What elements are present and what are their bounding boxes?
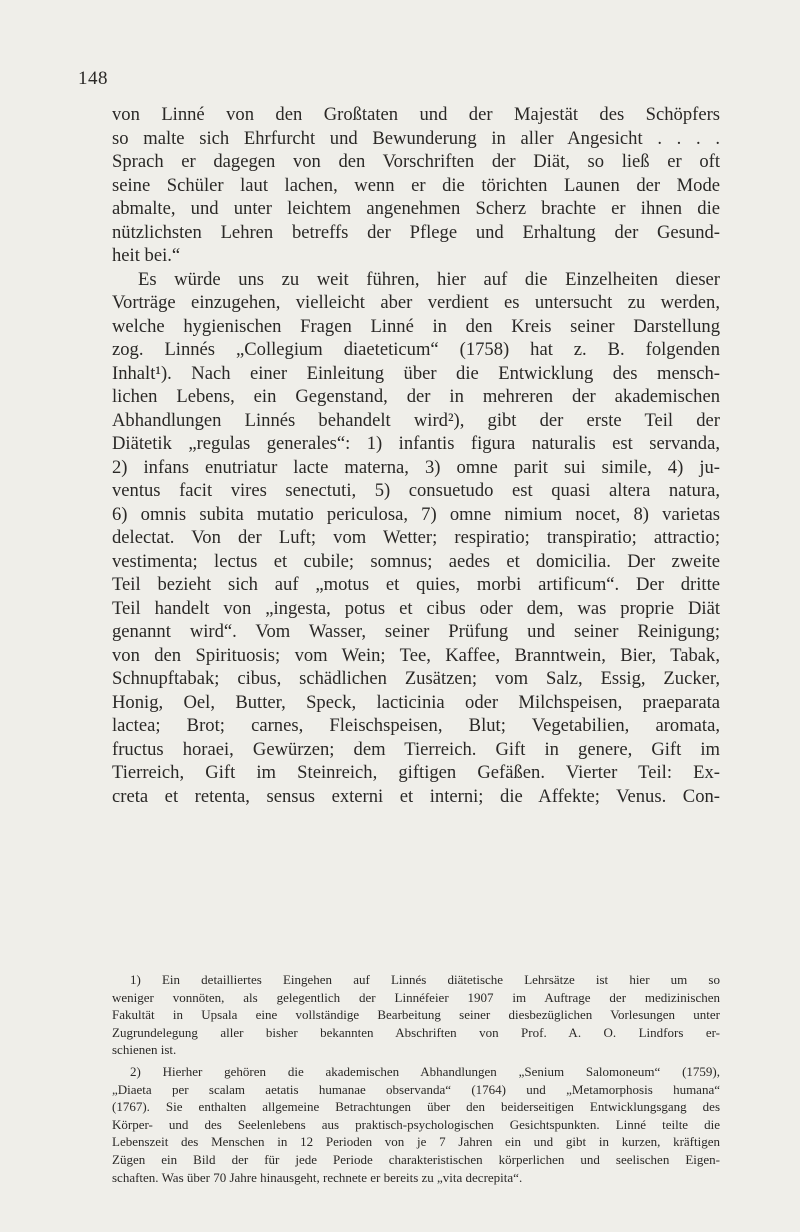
text-line: so malte sich Ehrfurcht und Bewunderung in aller Angesicht . . . . — [112, 127, 720, 149]
text-line: von den Spirituosis; vom Wein; Tee, Kaffee, Branntwein, Bier, Tabak, — [112, 644, 720, 666]
text-line: delectat. Von der Luft; vom Wetter; respiratio; transpiratio; attractio; — [112, 527, 720, 548]
text-line: Vorträge einzugehen, vielleicht aber verdient es untersucht zu werden, — [112, 292, 720, 313]
footnote-line: Zügen ein Bild der für jede Periode charakteristischen körperlichen und seelischen Eigen- — [112, 1151, 720, 1167]
text-line: Inhalt¹). Nach einer Einleitung über die Entwicklung des mensch- — [112, 362, 720, 384]
main-text — [112, 103, 720, 808]
footnote-line: Fakultät in Upsala eine vollständige Bearbeitung seiner diesbezüglichen Vorlesungen unter — [112, 1007, 720, 1023]
text-line: vestimenta; lectus et cubile; somnus; aedes et domicilia. Der zweite — [112, 550, 720, 572]
footnote-line: 1) Ein detailliertes Eingehen auf Linnés diätetische Lehrsätze ist hier um so — [130, 972, 720, 987]
text-line: 2) infans enutriatur lacte materna, 3) omne parit sui simile, 4) ju- — [112, 456, 720, 478]
text-line: seine Schüler laut lachen, wenn er die törichten Launen der Mode — [112, 174, 720, 196]
footnote-line: 2) Hierher gehören die akademischen Abhandlungen „Senium Salomoneum“ (1759), — [130, 1063, 720, 1079]
footnote-line: weniger vonnöten, als gelegentlich der Linnéfeier 1907 im Auftrage der medizinischen — [112, 989, 720, 1005]
text-line: heit bei.“ — [112, 245, 181, 266]
text-line: Teil bezieht sich auf „motus et quies, morbi artificum“. Der dritte — [112, 574, 720, 595]
page-number: 148 — [78, 68, 108, 89]
text-line: Schnupftabak; cibus, schädlichen Zusätzen; vom Salz, Essig, Zucker, — [112, 668, 720, 689]
text-line: Diätetik „regulas generales“: 1) infantis figura naturalis est servanda, — [112, 433, 720, 454]
footnote-line: schienen ist. — [112, 1042, 177, 1058]
footnote-line: schaften. Was über 70 Jahre hinausgeht, rechnete er bereits zu „vita decrepita“. — [112, 1169, 523, 1185]
footnote-line: „Diaeta per scalam aetatis humanae observanda“ (1764) und „Metamorphosis humana“ — [112, 1081, 720, 1097]
text-line: Honig, Oel, Butter, Speck, lacticinia oder Milchspeisen, praeparata — [112, 691, 720, 713]
text-line: creta et retenta, sensus externi et interni; die Affekte; Venus. Con- — [112, 785, 720, 807]
footnotes — [112, 971, 720, 1186]
text-line: welche hygienischen Fragen Linné in den Kreis seiner Darstellung — [112, 315, 720, 337]
text-line: von Linné von den Großtaten und der Majestät des Schöpfers — [112, 104, 720, 125]
text-line: lichen Lebens, ein Gegenstand, der in mehreren der akademischen — [112, 386, 720, 407]
text-line: Sprach er dagegen von den Vorschriften der Diät, so ließ er oft — [112, 151, 720, 172]
footnote-line: Zugrundelegung aller bisher bekannten Abschriften von Prof. A. O. Lindfors er- — [112, 1024, 720, 1040]
footnote-line: Lebenszeit des Menschen in 12 Perioden von je 7 Jahren ein und gibt in kurzen, kräftigen — [112, 1134, 720, 1150]
text-line: abmalte, und unter leichtem angenehmen Scherz brachte er ihnen die — [112, 198, 720, 219]
footnote-line: (1767). Sie enthalten allgemeine Betrachtungen über den beiderseitigen Entwicklungsgang des — [112, 1099, 720, 1115]
footnote-line: Körper- und des Seelenlebens aus praktisch-psychologischen Gesichtspunkten. Linné teilte die — [112, 1116, 720, 1132]
text-line: ventus facit vires senectuti, 5) consuetudo est quasi altera natura, — [112, 480, 720, 501]
text-line: nützlichsten Lehren betreffs der Pflege und Erhaltung der Gesund- — [112, 221, 720, 243]
text-line: genannt wird“. Vom Wasser, seiner Prüfung und seiner Reinigung; — [112, 621, 720, 642]
text-line: Es würde uns zu weit führen, hier auf die Einzelheiten dieser — [138, 268, 720, 290]
text-line: Teil handelt von „ingesta, potus et cibus oder dem, was proprie Diät — [112, 597, 720, 619]
text-line: fructus horaei, Gewürzen; dem Tierreich. Gift in genere, Gift im — [112, 738, 720, 760]
text-line: Tierreich, Gift im Steinreich, giftigen Gefäßen. Vierter Teil: Ex- — [112, 762, 720, 783]
text-line: lactea; Brot; carnes, Fleischspeisen, Blut; Vegetabilien, aromata, — [112, 715, 720, 736]
text-line: zog. Linnés „Collegium diaeteticum“ (1758) hat z. B. folgenden — [112, 339, 720, 360]
text-line: Abhandlungen Linnés behandelt wird²), gibt der erste Teil der — [112, 409, 720, 431]
text-line: 6) omnis subita mutatio periculosa, 7) omne nimium nocet, 8) varietas — [112, 503, 720, 525]
